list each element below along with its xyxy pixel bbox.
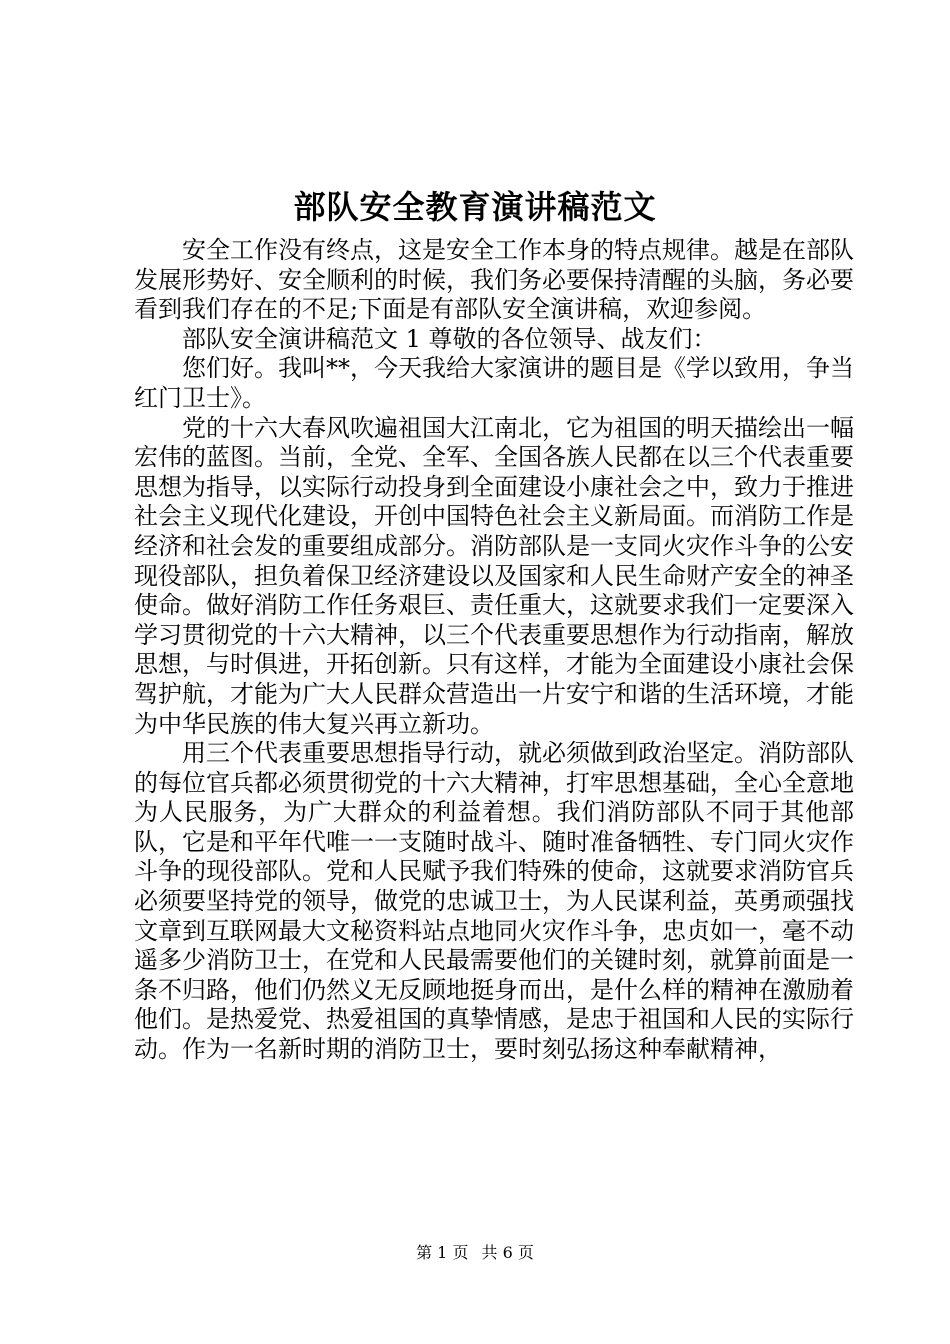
paragraph-body-1: 党的十六大春风吹遍祖国大江南北，它为祖国的明天描绘出一幅宏伟的蓝图。当前，全党、全军、全国各族人民都在以三个代表重要思想为指导，以实际行动投身到全面建设小康社会之中，致力于推进社会主义现代化建设，开创中国特色社会主义新局面。而消防工作是经济和社会发的重要组成部分。消防部队是一支同火灾作斗争的公安现役部队，担负着保卫经济建设以及国家和人民生命财产安全的神圣使命。做好消防工作任务艰巨、责任重大，这就要求我们一定要深入学习贯彻党的十六大精神，以三个代表重要思想作为行动指南，解放思想，与时俱进，开拓创新。只有这样，才能为全面建设小康社会保驾护航，才能为广大人民群众营造出一片安宁和谐的生活环境，才能为中华民族的伟大复兴再立新功。	[134, 413, 854, 738]
paragraph-intro: 安全工作没有终点，这是安全工作本身的特点规律。越是在部队发展形势好、安全顺利的时候，我们务必要保持清醒的头脑，务必要看到我们存在的不足;下面是有部队安全演讲稿，欢迎参阅。	[134, 236, 854, 324]
document-body	[134, 236, 854, 1065]
paragraph-body-2: 用三个代表重要思想指导行动，就必须做到政治坚定。消防部队的每位官兵都必须贯彻党的十六大精神，打牢思想基础，全心全意地为人民服务，为广大群众的利益着想。我们消防部队不同于其他部队，它是和平年代唯一一支随时战斗、随时准备牺牲、专门同火灾作斗争的现役部队。党和人民赋予我们特殊的使命，这就要求消防官兵必须要坚持党的领导，做党的忠诚卫士，为人民谋利益，英勇顽强找文章到互联网最大文秘资料站点地同火灾作斗争，忠贞如一，毫不动遥多少消防卫士，在党和人民最需要他们的关键时刻，就算前面是一条不归路，他们仍然义无反顾地挺身而出，是什么样的精神在激励着他们。是热爱党、热爱祖国的真挚情感，是忠于祖国和人民的实际行动。作为一名新时期的消防卫士，要时刻弘扬这种奉献精神，	[134, 739, 854, 1064]
paragraph-greeting: 您们好。我叫**，今天我给大家演讲的题目是《学以致用，争当红门卫士》。	[134, 354, 854, 412]
page-footer	[0, 1242, 950, 1264]
page-total: 共 6 页	[481, 1243, 534, 1262]
page-number: 第 1 页	[416, 1243, 469, 1262]
paragraph-heading: 部队安全演讲稿范文 1 尊敬的各位领导、战友们：	[182, 324, 717, 353]
document-title: 部队安全教育演讲稿范文	[293, 188, 657, 226]
